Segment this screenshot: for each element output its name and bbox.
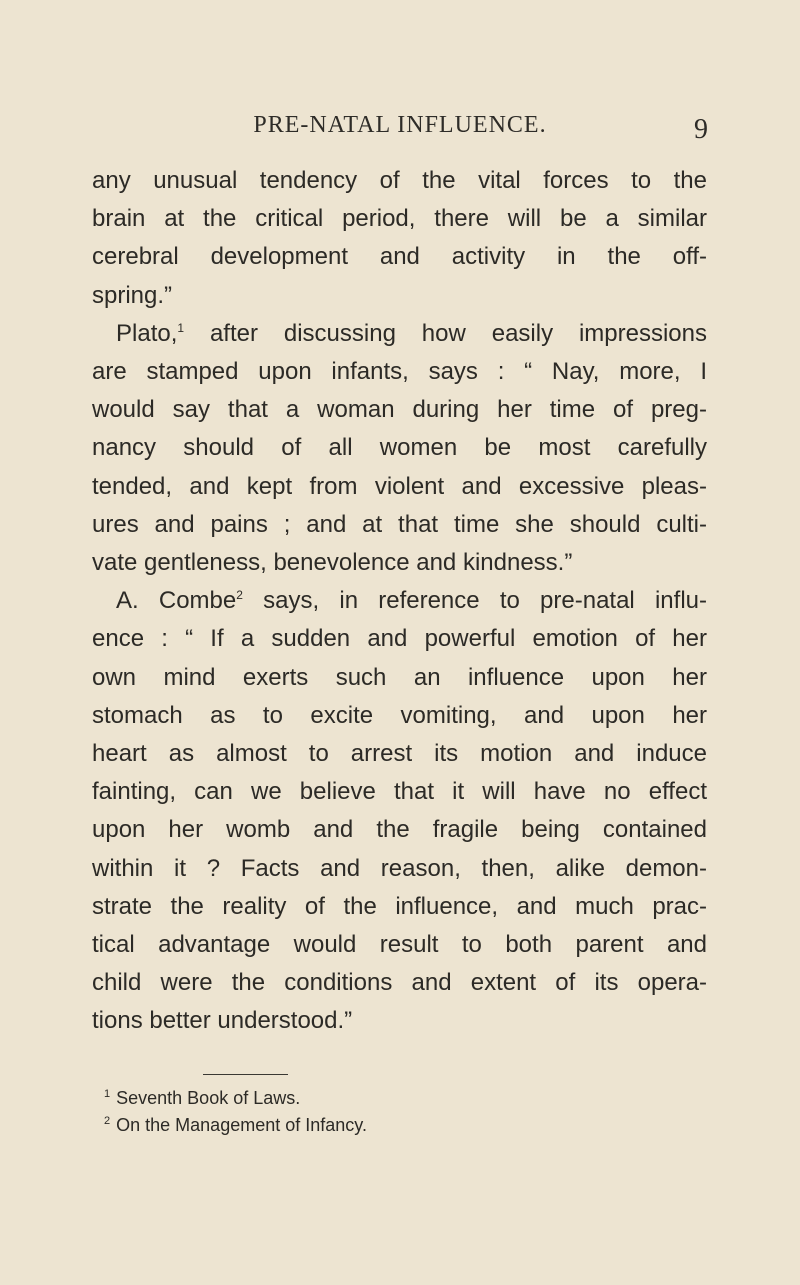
text-line: strate the reality of the influence, and much prac-	[92, 892, 707, 920]
footnote-ref: 2	[236, 588, 243, 603]
text-line: tical advantage would result to both parent and	[92, 931, 707, 959]
text-line: ures and pains ; and at that time she should culti-	[92, 510, 707, 538]
footnote-mark: 1	[104, 1088, 111, 1100]
paragraph-lead: Plato,	[116, 319, 178, 347]
text-line: tions better understood.”	[92, 1007, 353, 1035]
text-line: any unusual tendency of the vital forces to the	[92, 167, 707, 194]
text-line: brain at the critical period, there will be a similar	[92, 205, 707, 233]
running-head	[0, 112, 800, 145]
body-text	[92, 162, 707, 1041]
paragraph-3	[92, 582, 707, 1040]
text-line: child were the conditions and extent of its opera-	[92, 969, 707, 997]
footnotes	[104, 1085, 704, 1139]
text-line: within it ? Facts and reason, then, alike demon-	[92, 854, 707, 882]
text-fragment: says, in reference to pre-natal influ-	[242, 587, 707, 615]
text-line: nancy should of all women be most carefully	[92, 434, 707, 462]
text-line: would say that a woman during her time of preg-	[92, 396, 707, 424]
text-line: upon her womb and the fragile being contained	[92, 816, 707, 844]
footnote-text: Seventh Book of Laws.	[116, 1088, 301, 1108]
text-line: fainting, can we believe that it will have no effect	[92, 778, 707, 806]
footnote-mark: 2	[104, 1115, 111, 1127]
paragraph-2	[92, 315, 707, 582]
page-number: 9	[694, 114, 708, 145]
footnote-text: On the Management of Infancy.	[116, 1115, 367, 1135]
running-title: PRE-NATAL INFLUENCE.	[253, 112, 547, 138]
footnote-ref: 1	[177, 320, 185, 335]
text-line-first	[92, 315, 707, 353]
text-line: own mind exerts such an influence upon her	[92, 663, 707, 691]
text-line: ence : “ If a sudden and powerful emotion of her	[92, 625, 707, 653]
text-line-first	[92, 582, 707, 620]
paragraph-lead: A. Combe	[116, 587, 237, 615]
text-line: heart as almost to arrest its motion and induce	[92, 740, 707, 768]
text-line: are stamped upon infants, says : “ Nay, more, I	[92, 358, 707, 386]
paragraph-1	[92, 162, 707, 315]
text-line: spring.”	[92, 281, 173, 309]
text-line: tended, and kept from violent and excessive pleas-	[92, 472, 707, 500]
text-line: vate gentleness, benevolence and kindness.”	[92, 549, 573, 577]
footnote-item	[104, 1085, 704, 1112]
text-fragment: after discussing how easily impressions	[184, 319, 707, 347]
footnote-item	[104, 1112, 704, 1139]
text-line: stomach as to excite vomiting, and upon her	[92, 701, 707, 729]
footnote-rule	[203, 1074, 288, 1075]
text-line: cerebral development and activity in the off-	[92, 243, 707, 271]
